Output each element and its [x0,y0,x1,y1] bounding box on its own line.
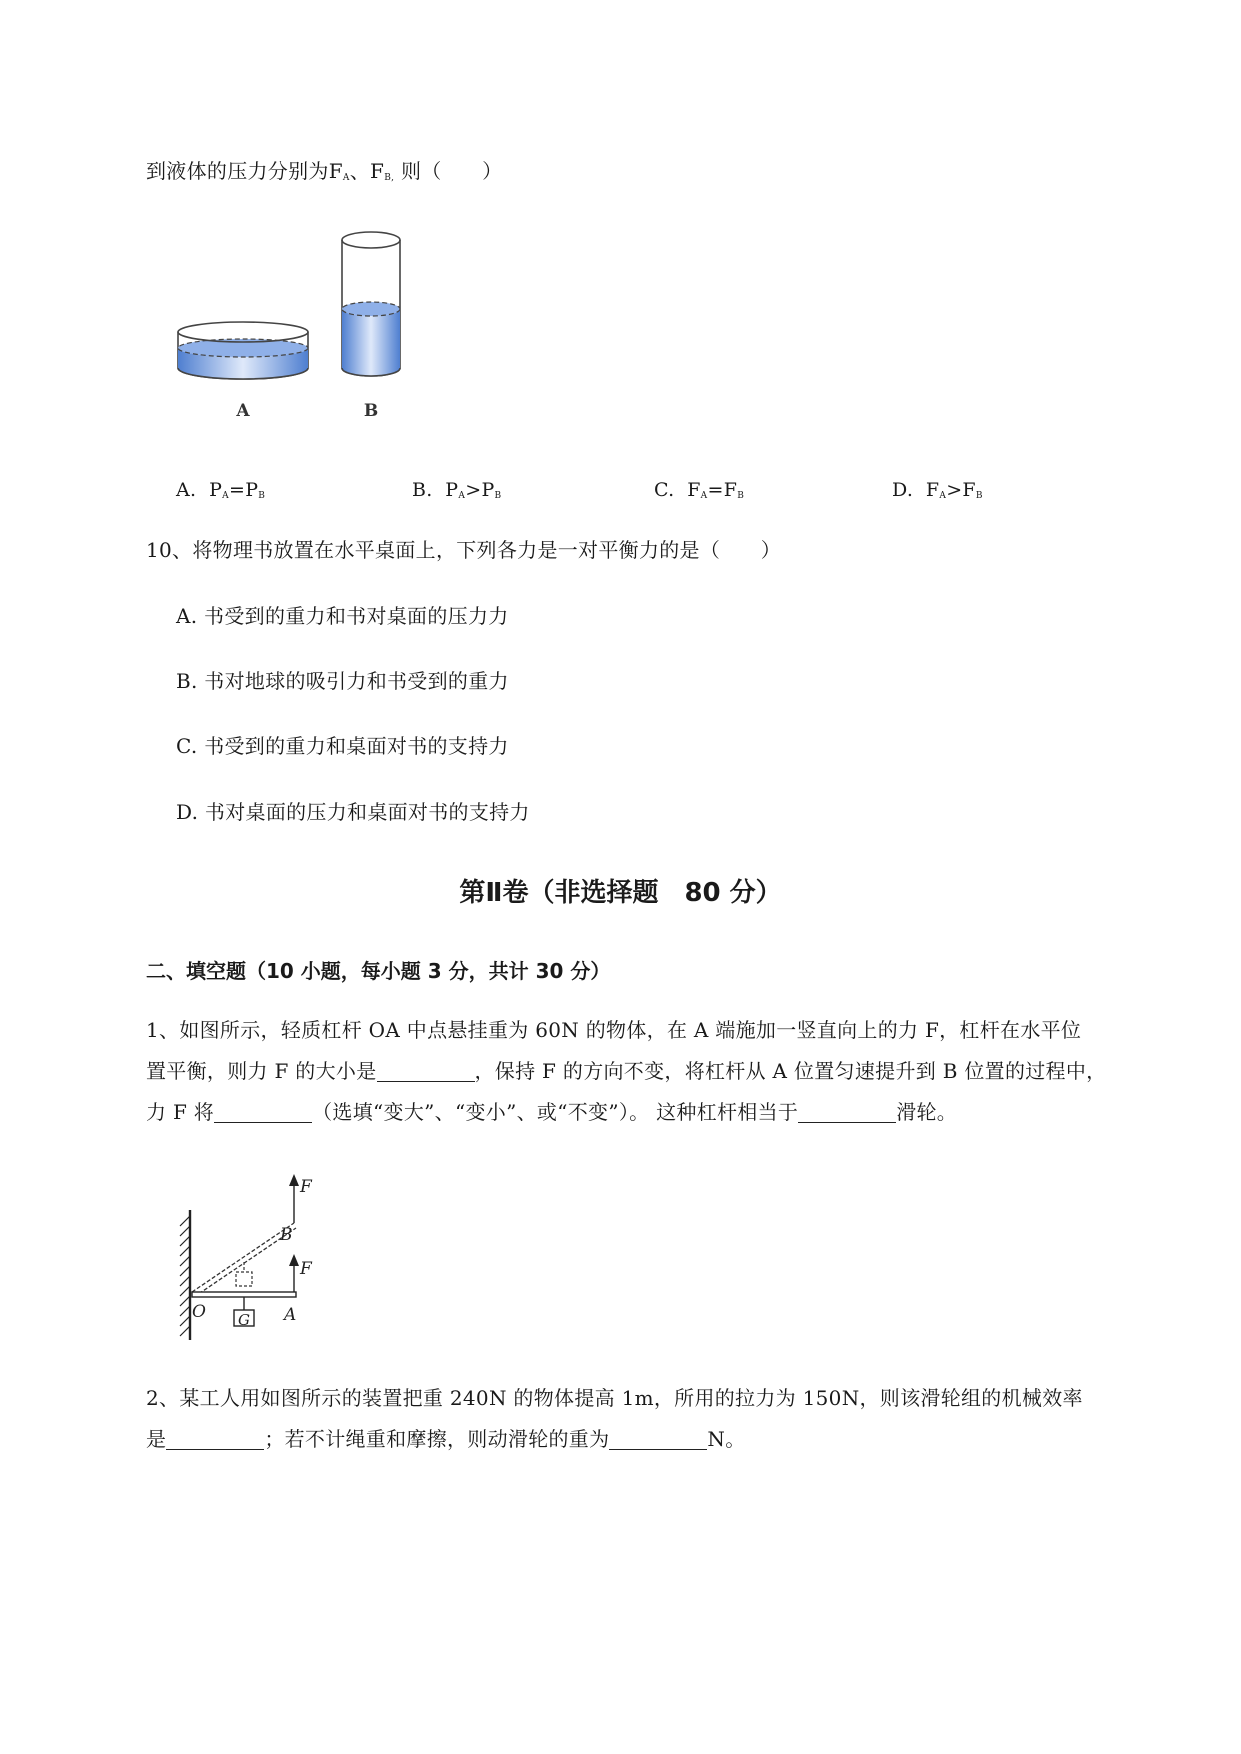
option-operator: = [228,479,246,501]
containers-figure [170,230,430,430]
fa-subscript: A [342,173,350,183]
q10-option-a[interactable]: A. 书受到的重力和书对桌面的压力力 [176,604,509,628]
fill2-text: ；若不计绳重和摩擦，则动滑轮的重为 [264,1427,610,1451]
option-prefix: C. [654,479,675,501]
option-subscript: A [700,491,708,501]
label-f-top: F [300,1177,312,1197]
fill1-text: 力 F 将 [146,1100,215,1124]
option-symbol: F [925,479,940,501]
option-prefix: D. [892,479,914,501]
option-symbol: F [687,479,701,501]
section-title: 第Ⅱ卷（非选择题 80 分） [459,878,782,908]
fill2-line1: 2、某工人用如图所示的装置把重 240N 的物体提高 1m，所用的拉力为 150N，则该滑轮组的机械效率 [146,1386,1083,1410]
label-g: G [238,1311,250,1329]
fa-symbol: F [328,159,343,183]
q9-stem-end: 则（ ） [394,159,503,183]
q9-option-b[interactable] [412,477,501,509]
fb-symbol: F [370,159,385,183]
q10-option-c[interactable]: C. 书受到的重力和桌面对书的支持力 [176,734,509,758]
option-subscript: B [737,491,745,501]
fill2-text: N。 [707,1427,746,1451]
label-b-point: B [280,1225,293,1245]
section-heading: 二、填空题（10 小题，每小题 3 分，共计 30 分） [146,959,611,983]
option-symbol: P [209,479,223,501]
option-symbol: P [481,479,495,501]
q10-option-b[interactable]: B. 书对地球的吸引力和书受到的重力 [176,669,509,693]
q9-option-d[interactable] [892,477,983,509]
label-f-right: F [300,1259,312,1279]
option-subscript: B [258,491,266,501]
fill1-text: 滑轮。 [896,1100,958,1124]
q9-option-a[interactable] [176,477,265,509]
answer-blank[interactable] [798,1102,896,1123]
option-symbol: P [245,479,259,501]
option-subscript: B [975,491,983,501]
fill2-text: 是 [146,1427,167,1451]
option-symbol: F [723,479,738,501]
option-symbol: P [445,479,459,501]
label-o: O [192,1302,206,1322]
fill2-line2 [146,1426,746,1452]
option-subscript: A [939,491,947,501]
container-b [342,232,400,376]
q9-option-c[interactable] [654,477,744,509]
option-prefix: A. [176,479,197,501]
q9-stem-tail [146,158,502,191]
label-b: B [363,401,379,421]
container-a [178,322,308,379]
fill1-text: ，保持 F 的方向不变，将杠杆从 A 位置匀速提升到 B 位置的过程中， [474,1059,1107,1083]
option-subscript: A [222,491,229,501]
option-prefix: B. [412,479,433,501]
separator: 、 [349,159,371,183]
option-operator: > [946,479,963,501]
label-a: A [236,401,250,421]
option-operator: = [707,479,724,501]
option-subscript: A [458,491,466,501]
fb-subscript: B, [384,173,395,183]
q9-stem-text: 到液体的压力分别为 [146,159,329,183]
answer-blank[interactable] [609,1429,707,1450]
fill1-text: （选填“变大”、“变小”、或“不变”）。 这种杠杆相当于 [312,1100,799,1124]
option-symbol: F [962,479,976,501]
q10-stem: 10、将物理书放置在水平桌面上，下列各力是一对平衡力的是（ ） [146,538,782,562]
fill1-line3 [146,1099,957,1125]
option-operator: > [465,479,482,501]
answer-blank[interactable] [166,1429,264,1450]
q10-option-d[interactable]: D. 书对桌面的压力和桌面对书的支持力 [176,800,530,824]
lever-figure [168,1160,348,1350]
fill1-line1: 1、如图所示，轻质杠杆 OA 中点悬挂重为 60N 的物体，在 A 端施加一竖直向上的力 F，杠杆在水平位 [146,1018,1082,1042]
answer-blank[interactable] [377,1061,475,1082]
option-subscript: B [494,491,502,501]
fill1-line2 [146,1058,1106,1084]
fill1-text: 置平衡，则力 F 的大小是 [146,1059,377,1083]
answer-blank[interactable] [214,1102,312,1123]
label-a-point: A [284,1305,297,1325]
